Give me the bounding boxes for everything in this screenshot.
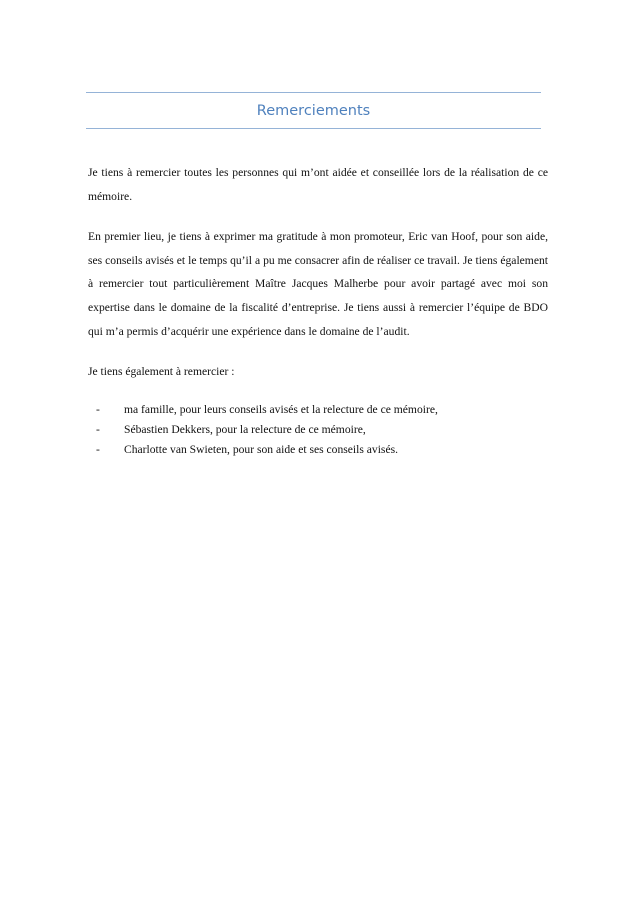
list-item [96,400,548,420]
list-item-text: Charlotte van Swieten, pour son aide et ses conseils avisés. [124,442,399,456]
paragraph-thanks-intro: Je tiens à remercier toutes les personnes qui m’ont aidée et conseillée lors de la réalisation de ce mémoire. [88,166,548,203]
list-bullet: - [96,422,100,436]
paragraph-list-intro: Je tiens également à remercier : [88,365,235,379]
document-body [88,161,548,460]
page-title: Remerciements [256,103,371,119]
list-item-text: ma famille, pour leurs conseils avisés et la relecture de ce mémoire, [124,402,438,416]
list-item [96,420,548,440]
list-bullet: - [96,442,100,456]
thanks-list [88,400,548,460]
heading-top-rule [86,92,541,93]
list-item [96,440,548,460]
paragraph-promoter: En premier lieu, je tiens à exprimer ma gratitude à mon promoteur, Eric van Hoof, pour son aide, ses conseils avisés et le temps qu’il a pu me consacrer afin de réaliser ce travail. Je tiens également à remercier tout particulièrement Maître Jacques Malherbe pour avoir partagé avec moi son expertise dans le domaine de la fiscalité d’entreprise. Je tiens aussi à remercier l’équipe de BDO qui m’a permis d’acquérir une expérience dans le domaine de l’audit. [88,230,548,338]
list-bullet: - [96,402,100,416]
heading-bottom-rule [86,128,541,129]
list-item-text: Sébastien Dekkers, pour la relecture de ce mémoire, [124,422,366,436]
